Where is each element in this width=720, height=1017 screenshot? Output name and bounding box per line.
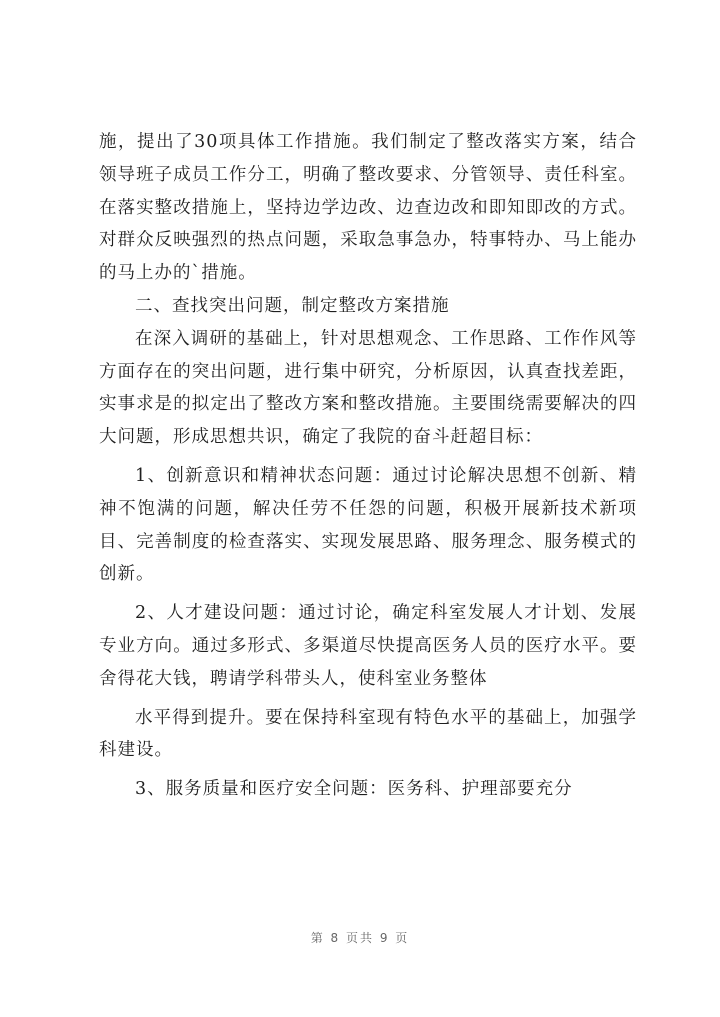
paragraph-item-2: 2、人才建设问题：通过讨论，确定科室发展人才计划、发展专业方向。通过多形式、多渠道尽快提高医务人员的医疗水平。要舍得花大钱，聘请学科带头人，使科室业务整体 (99, 603, 637, 689)
paragraph-continuation: 施，提出了30项具体工作措施。我们制定了整改落实方案，结合领导班子成员工作分工，明确了整改要求、分管领导、责任科室。在落实整改措施上，坚持边学边改、边查边改和即知即改的方式。对群众反映强烈的热点问题，采取急事急办，特事特办、马上能办的马上办的`措施。 (99, 132, 637, 284)
page-footer: 第 8 页共 9 页 (310, 931, 410, 945)
paragraph-item-3: 3、服务质量和医疗安全问题：医务科、护理部要充分 (135, 779, 573, 800)
paragraph-intro: 在深入调研的基础上，针对思想观念、工作思路、工作作风等方面存在的突出问题，进行集中研究，分析原因，认真查找差距，实事求是的拟定出了整改方案和整改措施。主要围绕需要解决的四大问题，形成思想共识，确定了我院的奋斗赶超目标： (99, 328, 637, 448)
section-heading: 二、查找突出问题，制定整改方案措施 (135, 295, 450, 316)
paragraph-item-1: 1、创新意识和精神状态问题：通过讨论解决思想不创新、精神不饱满的问题，解决任劳不任怨的问题，积极开展新技术新项目、完善制度的检查落实、实现发展思路、服务理念、服务模式的创新。 (99, 465, 637, 585)
document-body (99, 126, 637, 806)
paragraph-item-2-continued: 水平得到提升。要在保持科室现有特色水平的基础上，加强学科建设。 (99, 707, 637, 761)
